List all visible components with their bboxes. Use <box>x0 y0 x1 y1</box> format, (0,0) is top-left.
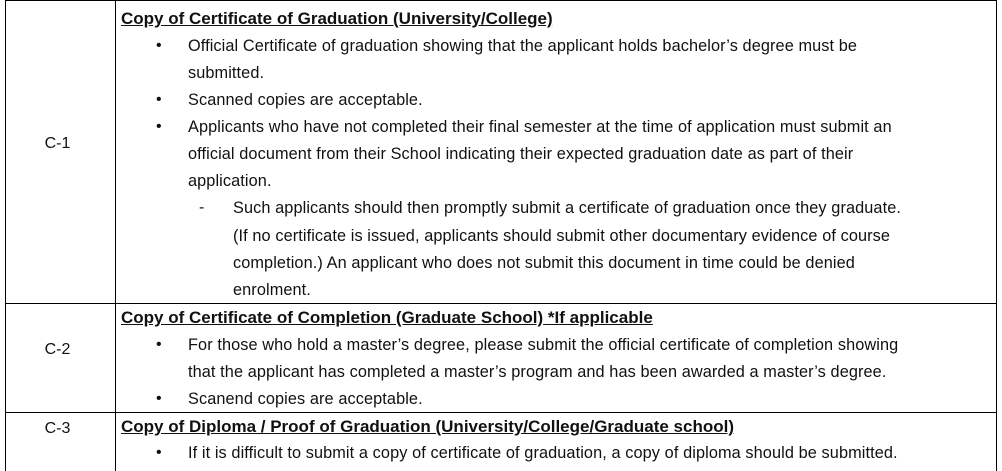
bullet-text-line: If it is difficult to submit a copy of certificate of graduation, a copy of diploma should be submitted. <box>188 444 898 462</box>
table-border-left <box>5 0 6 471</box>
bullet-icon: • <box>156 336 162 353</box>
bullet-icon: • <box>156 37 162 54</box>
section-title: Copy of Certificate of Graduation (University/College) <box>121 9 553 28</box>
section-title: Copy of Certificate of Completion (Graduate School) *If applicable <box>121 308 653 327</box>
table-column-divider <box>115 0 116 471</box>
section-title: Copy of Diploma / Proof of Graduation (University/College/Graduate school) <box>121 417 735 436</box>
bullet-icon: • <box>156 390 162 407</box>
bullet-text-line: that the applicant has completed a master’s program and has been awarded a master’s degree. <box>188 363 887 381</box>
table-border-right <box>996 0 997 471</box>
bullet-text-line: submitted. <box>188 64 265 82</box>
sub-bullet-text-line: Such applicants should then promptly submit a certificate of graduation once they graduate. <box>233 199 901 217</box>
sub-bullet-dash: - <box>199 199 205 216</box>
row-divider <box>5 412 997 413</box>
sub-bullet-text-line: enrolment. <box>233 281 311 299</box>
bullet-text-line: Scanned copies are acceptable. <box>188 91 423 109</box>
row-divider <box>5 303 997 304</box>
sub-bullet-text-line: completion.) An applicant who does not submit this document in time could be denied <box>233 254 855 272</box>
bullet-text-line: For those who hold a master’s degree, please submit the official certificate of completion showing <box>188 336 899 354</box>
table-top-partial-border <box>5 0 997 1</box>
row-code: C-1 <box>44 135 71 152</box>
bullet-text-line: application. <box>188 172 272 190</box>
row-code: C-3 <box>44 420 71 437</box>
sub-bullet-text-line: (If no certificate is issued, applicants should submit other documentary evidence of course <box>233 227 891 245</box>
bullet-text-line: official document from their School indicating their expected graduation date as part of their <box>188 145 854 163</box>
bullet-icon: • <box>156 444 162 461</box>
bullet-text-line: Applicants who have not completed their final semester at the time of application must submit an <box>188 118 892 136</box>
bullet-text-line: Scanend copies are acceptable. <box>188 390 423 408</box>
row-code: C-2 <box>44 341 71 358</box>
bullet-text-line: Official Certificate of graduation showing that the applicant holds bachelor’s degree must be <box>188 37 858 55</box>
bullet-icon: • <box>156 91 162 108</box>
bullet-icon: • <box>156 118 162 135</box>
